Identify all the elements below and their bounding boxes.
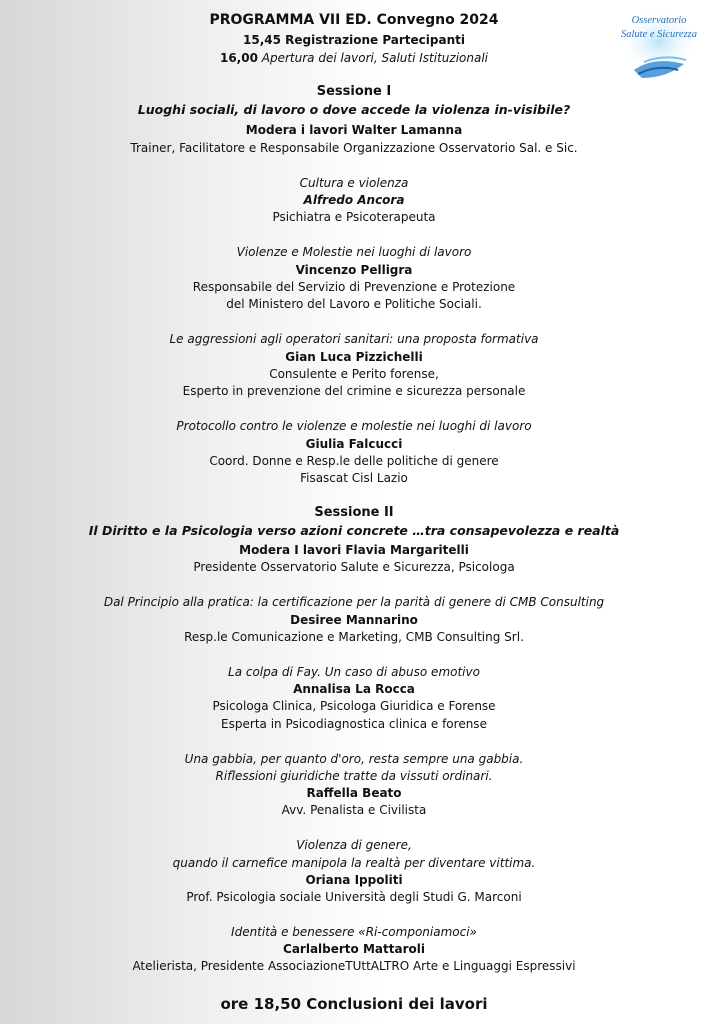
- program-title: PROGRAMMA VII ED. Convegno 2024: [209, 12, 499, 28]
- session-1-moderator: Modera i lavori Walter Lamanna: [245, 123, 463, 137]
- talk-topic: Protocollo contro le violenze e molestie nei luoghi di lavoro: [176, 419, 532, 433]
- session-1-label: Sessione I: [316, 84, 392, 99]
- talk-role: Atelierista, Presidente AssociazioneTUttALTRO Arte e Linguaggi Espressivi: [132, 959, 576, 973]
- talk-topic-continued: Riflessioni giuridiche tratte da vissuti ordinari.: [215, 769, 493, 783]
- session-1-theme: Luoghi sociali, di lavoro o dove accede la violenza in-visibile?: [137, 102, 571, 117]
- talk-role: Psicologa Clinica, Psicologa Giuridica e Forense: [212, 699, 496, 713]
- talk-topic: Identità e benessere «Ri-componiamoci»: [231, 925, 477, 939]
- talk-role: Consulente e Perito forense,: [269, 367, 439, 381]
- talk-role: Psichiatra e Psicoterapeuta: [272, 210, 436, 224]
- talk-topic: Violenze e Molestie nei luoghi di lavoro: [236, 245, 472, 259]
- session-2-label: Sessione II: [314, 505, 394, 520]
- talk-topic: Violenza di genere,: [296, 838, 412, 852]
- opening-time: 16,00: [219, 51, 258, 65]
- session-2-moderator: Modera I lavori Flavia Margaritelli: [239, 543, 469, 557]
- talk-role: Fisascat Cisl Lazio: [300, 471, 408, 485]
- talk-topic: Una gabbia, per quanto d'oro, resta sempre una gabbia.: [184, 752, 524, 766]
- opening-text: Apertura dei lavori, Saluti Istituzionali: [261, 51, 489, 65]
- talk-role: del Ministero del Lavoro e Politiche Sociali.: [226, 297, 482, 311]
- logo-line-2: Salute e Sicurezza: [620, 29, 697, 40]
- talk-topic: Le aggressioni agli operatori sanitari: una proposta formativa: [169, 332, 539, 346]
- talk-role: Avv. Penalista e Civilista: [281, 803, 427, 817]
- talk-speaker: Annalisa La Rocca: [293, 682, 415, 696]
- talk-topic: Cultura e violenza: [299, 176, 409, 190]
- talk-speaker: Oriana Ippoliti: [305, 873, 403, 887]
- talk-speaker: Carlalberto Mattaroli: [283, 942, 425, 956]
- talk-speaker: Giulia Falcucci: [305, 437, 403, 451]
- talk-role: Esperta in Psicodiagnostica clinica e forense: [221, 717, 487, 731]
- logo-line-1: Osservatorio: [631, 15, 687, 26]
- talk-speaker: Alfredo Ancora: [303, 193, 405, 207]
- talk-role: Esperto in prevenzione del crimine e sicurezza personale: [182, 384, 526, 398]
- talk-speaker: Raffella Beato: [306, 786, 402, 800]
- talk-topic: Dal Principio alla pratica: la certificazione per la parità di genere di CMB Consulting: [103, 595, 605, 609]
- closing-line: ore 18,50 Conclusioni dei lavori: [220, 995, 488, 1013]
- talk-role: Prof. Psicologia sociale Università degli Studi G. Marconi: [186, 890, 522, 904]
- talk-role: Resp.le Comunicazione e Marketing, CMB Consulting Srl.: [184, 630, 524, 644]
- opening-line: [0, 50, 708, 66]
- talk-speaker: Desiree Mannarino: [290, 613, 418, 627]
- talk-speaker: Vincenzo Pelligra: [295, 263, 413, 277]
- session-2-moderator-role: Presidente Osservatorio Salute e Sicurezza, Psicologa: [193, 560, 515, 574]
- talk-topic: La colpa di Fay. Un caso di abuso emotivo: [228, 665, 480, 679]
- session-1-moderator-role: Trainer, Facilitatore e Responsabile Organizzazione Osservatorio Sal. e Sic.: [130, 141, 578, 155]
- talk-topic-continued: quando il carnefice manipola la realtà per diventare vittima.: [172, 856, 536, 870]
- session-2-theme: Il Diritto e la Psicologia verso azioni concrete …tra consapevolezza e realtà: [88, 523, 620, 538]
- talk-role: Coord. Donne e Resp.le delle politiche di genere: [209, 454, 499, 468]
- talk-role: Responsabile del Servizio di Prevenzione e Protezione: [192, 280, 516, 294]
- registration-line: 15,45 Registrazione Partecipanti: [243, 33, 465, 47]
- talk-speaker: Gian Luca Pizzichelli: [285, 350, 423, 364]
